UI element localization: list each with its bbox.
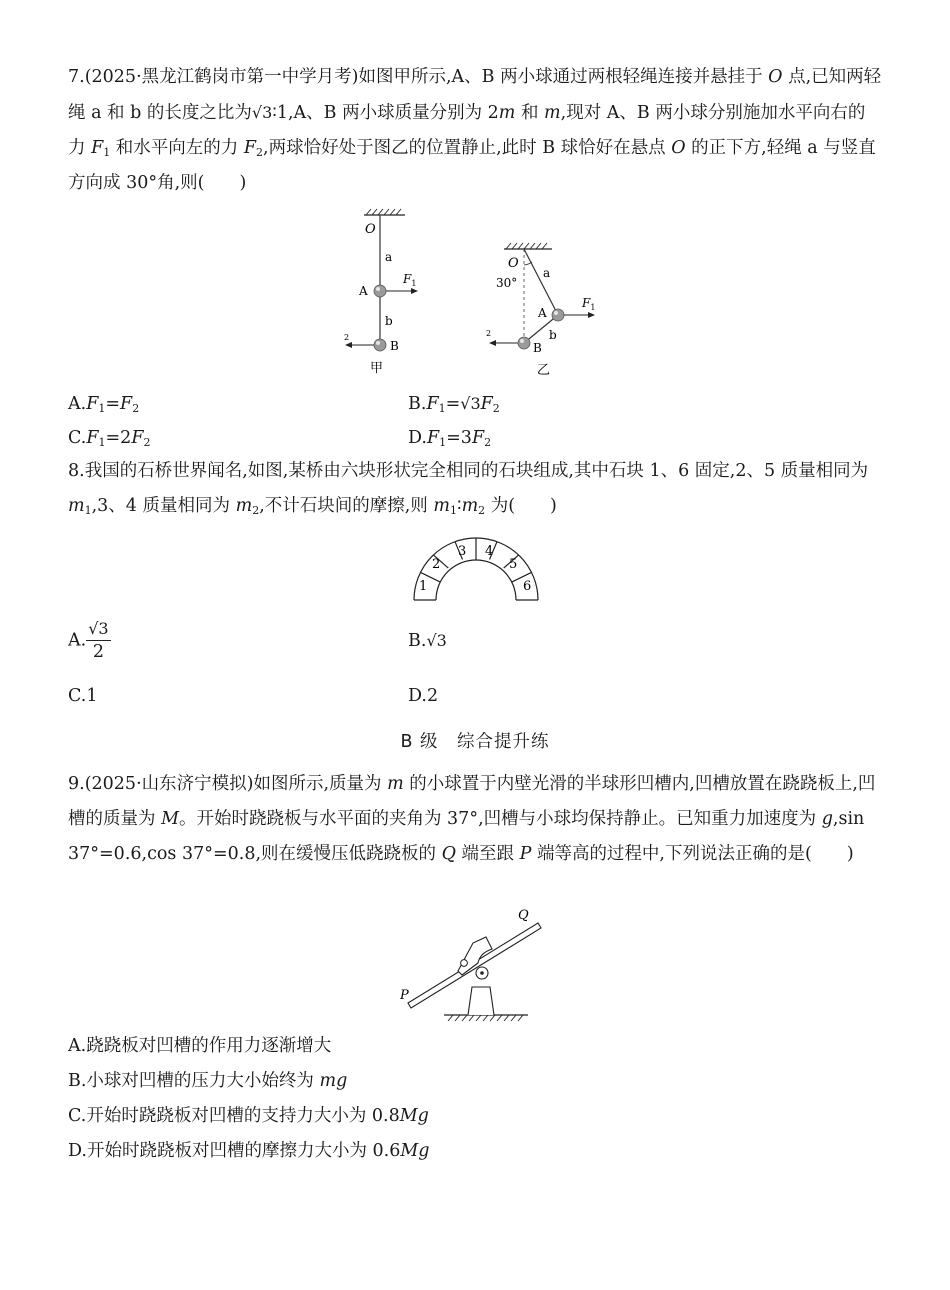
fig7-jia-ball-B xyxy=(374,339,386,351)
fig7-yi-B-label: B xyxy=(533,341,542,355)
q9-option-d: D.开始时跷跷板对凹槽的摩擦力大小为 0.6Mg xyxy=(68,1141,430,1161)
seesaw-Q-label: Q xyxy=(518,908,529,923)
fig7-jia-b-label: b xyxy=(385,314,393,328)
question-9-figure xyxy=(400,905,550,1025)
q9-option-a: A.跷跷板对凹槽的作用力逐渐增大 xyxy=(68,1036,332,1056)
fig7-yi-F2-label: 2 xyxy=(486,329,492,338)
fig7-jia-F1-label: $F_1$ xyxy=(403,272,417,288)
q8-option-d: D.2 xyxy=(408,686,439,706)
seesaw-P-label: P xyxy=(400,988,409,1003)
figure-jia xyxy=(344,209,418,376)
fig7-caption-jia: 甲 xyxy=(370,361,384,376)
stone-3-label: 3 xyxy=(458,544,467,559)
q7-option-a: $A.F_1=F_2$ xyxy=(68,394,140,415)
question-8-stem: 8.我国的石桥世界闻名,如图,某桥由六块形状完全相同的石块组成,其中石块 1、6 固定,2、5 质量相同为 $m_1,3$、4 质量相同为 $m_2$,不计石块间的摩擦,则 $m_1∶m_2$ 为( ) xyxy=(68,461,869,517)
question-9-stem: 9.(2025·山东济宁模拟)如图所示,质量为 m 的小球置于内壁光滑的半球形凹槽内,凹槽放置在跷跷板上,凹槽的质量为 M。开始时跷跷板与水平面的夹角为 37°,凹槽与小球均保持静止。已知重力加速度为 g,sin 37°=0.6,cos 37°=0.8,则在缓慢压低跷跷板的 Q 端至跟 P 端等高的过程中,下列说法正确的是( ) xyxy=(68,774,876,864)
fig7-jia-O-label: O xyxy=(365,222,376,237)
fig7-yi-O-label: O xyxy=(508,256,519,271)
stone-4-label: 4 xyxy=(485,544,494,559)
stone-2-label: 2 xyxy=(432,557,441,572)
question-7-figure xyxy=(330,205,620,380)
q7-option-c: $C.F_1=2F_2$ xyxy=(68,428,151,449)
fig7-yi-ball-A xyxy=(552,309,564,321)
q7-option-b: $B.F_1=√3F_2$ xyxy=(408,394,500,415)
q7-option-d: $D.F_1=3F_2$ xyxy=(408,428,492,449)
figure-yi xyxy=(486,243,595,378)
q8-option-b: B.√3 xyxy=(408,631,447,651)
stone-1-label: 1 xyxy=(419,579,428,594)
fig7-yi-F1-label: $F_1$ xyxy=(582,296,596,312)
section-heading: B 级 综合提升练 xyxy=(400,732,550,752)
fig7-yi-A-label: A xyxy=(538,306,547,320)
q9-option-c: C.开始时跷跷板对凹槽的支持力大小为 0.8Mg xyxy=(68,1106,429,1126)
fig7-yi-angle-label: 30° xyxy=(496,276,518,290)
fig7-jia-a-label: a xyxy=(385,250,393,264)
question-7-stem: 7.(2025·黑龙江鹤岗市第一中学月考)如图甲所示,A、B 两小球通过两根轻绳连接并悬挂于 O 点,已知两轻绳 a 和 b 的长度之比为√3∶1,A、B 两小球质量分别为 2m 和 m,现对 A、B 两小球分别施加水平向右的力 $F_1$ 和水平向左的力 $F_2$,两球恰好处于图乙的位置静止,此时 B 球恰好在悬点 O 的正下方,轻绳 a 与竖直方向成 30°角,则( ) xyxy=(68,67,882,193)
question-8-figure xyxy=(408,526,544,604)
fig7-jia-B-label: B xyxy=(390,339,399,353)
fig7-caption-yi: 乙 xyxy=(537,363,551,378)
fig7-yi-a-label: a xyxy=(543,266,551,280)
q9-option-b: B.小球对凹槽的压力大小始终为 mg xyxy=(68,1071,348,1091)
stone-6-label: 6 xyxy=(523,579,532,594)
stone-5-label: 5 xyxy=(509,557,518,572)
fig7-jia-F2-label: 2 xyxy=(344,333,350,342)
fig7-yi-b-label: b xyxy=(549,328,557,342)
q8-option-a: A. $\frac{√3}{2}$ xyxy=(68,619,109,662)
fig7-yi-ball-B xyxy=(518,337,530,349)
fig7-jia-ball-A xyxy=(374,285,386,297)
fig7-jia-A-label: A xyxy=(359,284,368,298)
q8-option-c: C.1 xyxy=(68,686,98,706)
